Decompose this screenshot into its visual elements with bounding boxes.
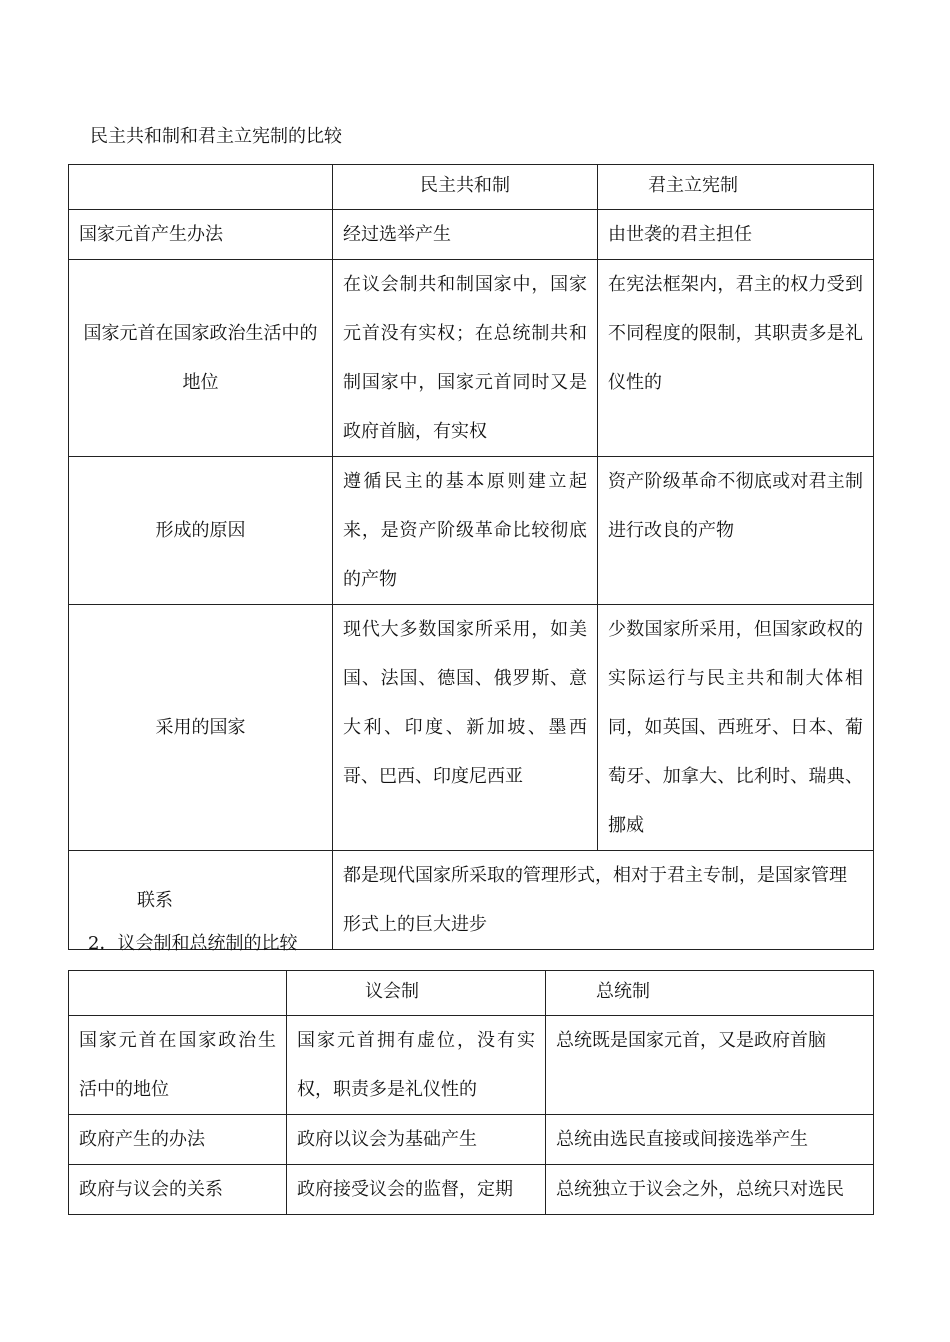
parliament-cell: 政府接受议会的监督，定期 xyxy=(287,1165,546,1215)
row-label: 国家元首在国家政治生活中的地位 xyxy=(69,260,333,457)
section2-heading: 2．议会制和总统制的比较 xyxy=(88,933,298,954)
table-header-row xyxy=(69,165,874,210)
president-cell: 总统由选民直接或间接选举产生 xyxy=(546,1115,874,1165)
header-cell-president: 总统制 xyxy=(546,971,874,1016)
table-row xyxy=(69,1115,874,1165)
header-cell-republic: 民主共和制 xyxy=(333,165,598,210)
row-label: 政府与议会的关系 xyxy=(69,1165,287,1215)
president-cell: 总统既是国家元首，又是政府首脑 xyxy=(546,1016,874,1115)
link-label: 联系 xyxy=(69,851,333,950)
header-cell-monarchy: 君主立宪制 xyxy=(598,165,874,210)
row-label: 形成的原因 xyxy=(69,457,333,605)
republic-cell: 经过选举产生 xyxy=(333,210,598,260)
table-row xyxy=(69,260,874,457)
row-label: 采用的国家 xyxy=(69,605,333,851)
row-label: 国家元首在国家政治生活中的地位 xyxy=(69,1016,287,1115)
row-label: 政府产生的办法 xyxy=(69,1115,287,1165)
header-cell-empty xyxy=(69,971,287,1016)
president-cell: 总统独立于议会之外，总统只对选民 xyxy=(546,1165,874,1215)
monarchy-cell: 在宪法框架内，君主的权力受到不同程度的限制，其职责多是礼仪性的 xyxy=(598,260,874,457)
table-row xyxy=(69,210,874,260)
table-row xyxy=(69,1016,874,1115)
section1-heading: 民主共和制和君主立宪制的比较 xyxy=(90,126,342,147)
republic-cell: 遵循民主的基本原则建立起来，是资产阶级革命比较彻底的产物 xyxy=(333,457,598,605)
parliament-cell: 国家元首拥有虚位，没有实权，职责多是礼仪性的 xyxy=(287,1016,546,1115)
header-cell-empty xyxy=(69,165,333,210)
republic-cell: 在议会制共和制国家中，国家元首没有实权；在总统制共和制国家中，国家元首同时又是政府首脑，有实权 xyxy=(333,260,598,457)
table-header-row xyxy=(69,971,874,1016)
link-cell: 都是现代国家所采取的管理形式，相对于君主专制，是国家管理形式上的巨大进步 xyxy=(333,851,874,950)
republic-cell: 现代大多数国家所采用，如美国、法国、德国、俄罗斯、意大利、印度、新加坡、墨西哥、巴西、印度尼西亚 xyxy=(333,605,598,851)
comparison-table-republic-monarchy xyxy=(68,164,874,950)
monarchy-cell: 由世袭的君主担任 xyxy=(598,210,874,260)
table-row xyxy=(69,457,874,605)
monarchy-cell: 少数国家所采用，但国家政权的实际运行与民主共和制大体相同，如英国、西班牙、日本、葡萄牙、加拿大、比利时、瑞典、挪威 xyxy=(598,605,874,851)
row-label: 国家元首产生办法 xyxy=(69,210,333,260)
header-cell-parliament: 议会制 xyxy=(287,971,546,1016)
table-row xyxy=(69,1165,874,1215)
comparison-table-parliament-president xyxy=(68,970,874,1215)
parliament-cell: 政府以议会为基础产生 xyxy=(287,1115,546,1165)
monarchy-cell: 资产阶级革命不彻底或对君主制进行改良的产物 xyxy=(598,457,874,605)
table-row xyxy=(69,605,874,851)
